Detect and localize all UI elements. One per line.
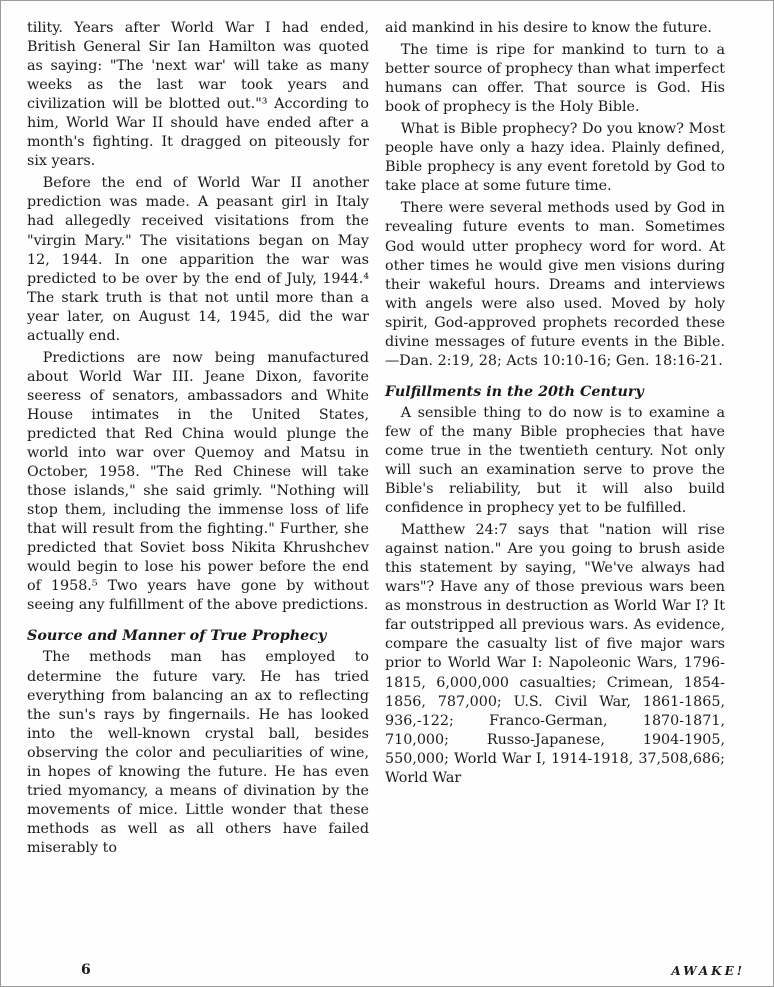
section-heading: Fulfillments in the 20th Century <box>385 383 644 400</box>
paragraph: A sensible thing to do now is to examine a few of the many Bible prophecies that have come true in the twentieth century. Not only will such an examination serve to prove the Bible's reliability, but it will also build confidence in prophecy yet to be fulfilled. <box>385 404 725 517</box>
paragraph: There were several methods used by God in revealing future events to man. Sometimes God would utter prophecy word for word. At other times he would give men visions during their wakeful hours. Dreams and interviews with angels were also used. Moved by holy spirit, God-approved prophets recorded these divine messages of future events in the Bible.—Dan. 2:19, 28; Acts 10:10-16; Gen. 18:16-21. <box>385 200 725 369</box>
section-heading: Source and Manner of True Prophecy <box>27 628 327 645</box>
paragraph: tility. Years after World War I had ended, British General Sir Ian Hamilton was quoted as saying: "The 'next war' will take as many weeks as the last war took years and civilization will be blotted out."³ According to him, World War II should have ended after a month's fighting. It dragged on piteously for six years. <box>27 20 369 170</box>
right-column <box>385 19 725 791</box>
paragraph: The methods man has employed to determine the future vary. He has tried everything from balancing an ax to reflecting the sun's rays by fingernails. He has looked into the well-known crystal ball, besides observing the color and peculiarities of wine, in hopes of knowing the future. He has even tried myomancy, a means of divination by the movements of mice. Little wonder that these methods as well as all others have failed miserably to <box>27 649 369 856</box>
left-column <box>27 19 369 861</box>
paragraph: Before the end of World War II another prediction was made. A peasant girl in Italy had allegedly received visitations from the "virgin Mary." The visitations began on May 12, 1944. In one apparition the war was predicted to be over by the end of July, 1944.⁴ The stark truth is that not until more than a year later, on August 14, 1945, did the war actually end. <box>27 175 369 344</box>
paragraph: The time is ripe for mankind to turn to a better source of prophecy than what imperfect humans can offer. That source is God. His book of prophecy is the Holy Bible. <box>385 42 725 116</box>
paragraph: aid mankind in his desire to know the future. <box>385 20 712 36</box>
paragraph: Matthew 24:7 says that "nation will rise against nation." Are you going to brush aside this statement by saying, "We've always had wars"? Have any of those previous wars been as monstrous in destruction as World War I? It far outstripped all previous wars. As evidence, compare the casualty list of five major wars prior to World War I: Napoleonic Wars, 1796-1815, 6,000,000 casualties; Crimean, 1854-1856, 787,000; U.S. Civil War, 1861-1865, 936,-122; Franco-German, 1870-1871, 710,000; Russo-Japanese, 1904-1905, 550,000; World War I, 1914-1918, 37,508,686; World War <box>385 522 725 786</box>
page-number: 6 <box>81 962 91 978</box>
publication-name: AWAKE! <box>671 964 745 978</box>
paragraph: Predictions are now being manufactured about World War III. Jeane Dixon, favorite seeress of senators, ambassadors and White House intimates in the United States, predicted that Red China would plunge the world into war over Quemoy and Matsu in October, 1958. "The Red Chinese will take those islands," she said grimly. "Nothing will stop them, including the immense loss of life that will result from the fighting." Further, she predicted that Soviet boss Nikita Khrushchev would begin to lose his power before the end of 1958.⁵ Two years have gone by without seeing any fulfillment of the above predictions. <box>27 349 369 614</box>
paragraph: What is Bible prophecy? Do you know? Most people have only a hazy idea. Plainly defined, Bible prophecy is any event foretold by God to take place at some future time. <box>385 121 725 195</box>
